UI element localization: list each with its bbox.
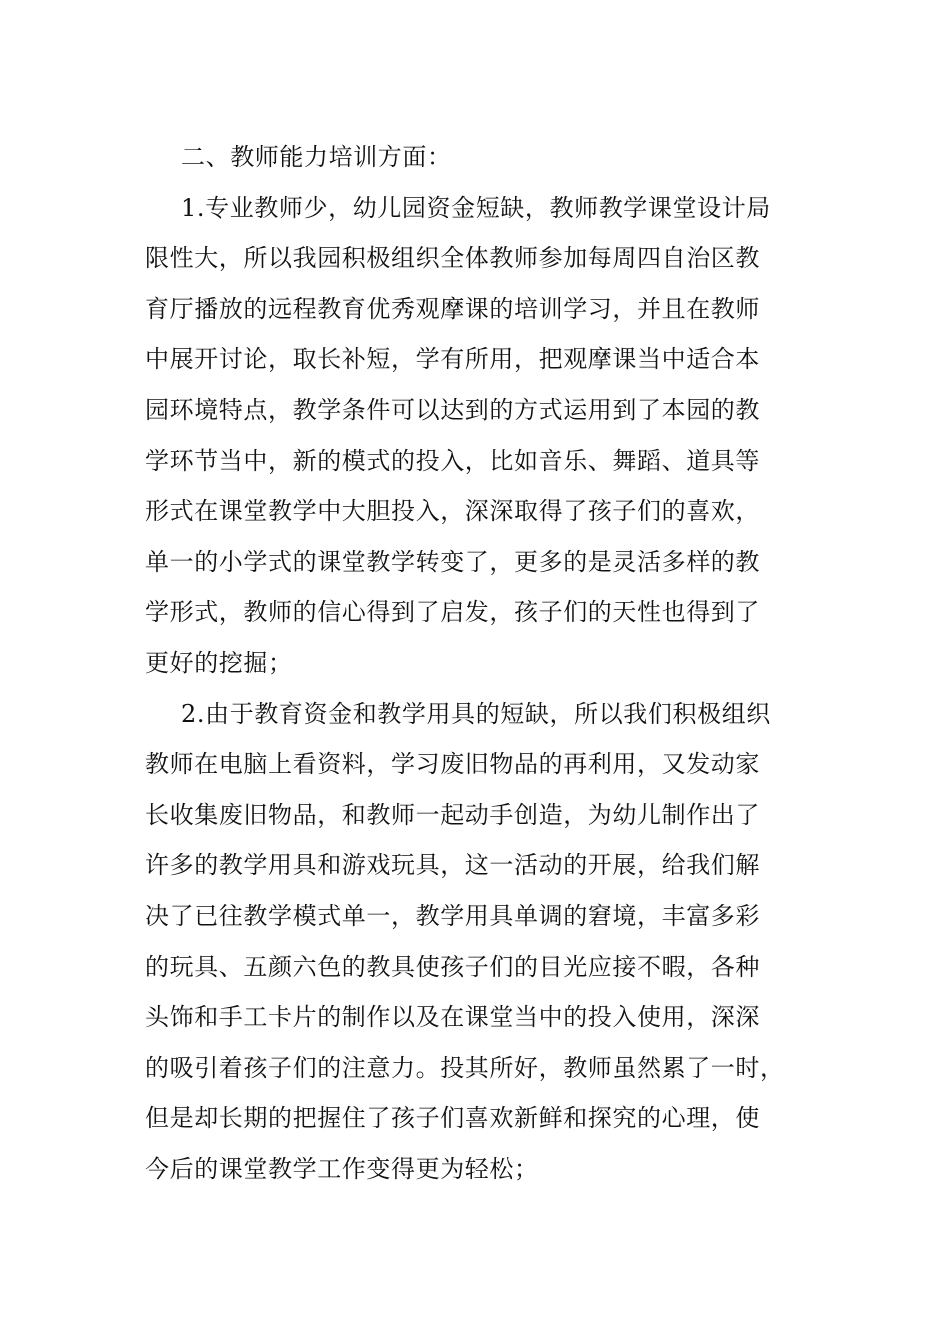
- paragraph-line: 学环节当中，新的模式的投入，比如音乐、舞蹈、道具等: [145, 446, 760, 475]
- paragraph-line: 学形式，教师的信心得到了启发，孩子们的天性也得到了: [145, 598, 760, 627]
- paragraph-line: 头饰和手工卡片的制作以及在课堂当中的投入使用，深深: [145, 1003, 760, 1032]
- paragraph-2: [145, 689, 795, 1195]
- paragraph-line: 的吸引着孩子们的注意力。投其所好，教师虽然累了一时，: [145, 1053, 785, 1082]
- paragraph-line: 长收集废旧物品，和教师一起动手创造，为幼儿制作出了: [145, 800, 760, 829]
- paragraph-line: 育厅播放的远程教育优秀观摩课的培训学习，并且在教师: [145, 294, 760, 323]
- paragraph-line: 园环境特点，教学条件可以达到的方式运用到了本园的教: [145, 395, 760, 424]
- paragraph-line: 1.专业教师少，幼儿园资金短缺，教师教学课堂设计局: [181, 193, 771, 222]
- paragraph-line: 今后的课堂教学工作变得更为轻松；: [145, 1154, 539, 1183]
- paragraph-1: [145, 183, 795, 689]
- paragraph-line: 更好的挖掘；: [145, 648, 293, 677]
- paragraph-line: 的玩具、五颜六色的教具使孩子们的目光应接不暇，各种: [145, 952, 760, 981]
- paragraph-line: 但是却长期的把握住了孩子们喜欢新鲜和探究的心理，使: [145, 1104, 760, 1133]
- section-heading: 二、教师能力培训方面：: [181, 143, 452, 171]
- paragraph-line: 2.由于教育资金和教学用具的短缺，所以我们积极组织: [181, 699, 771, 728]
- paragraph-line: 中展开讨论，取长补短，学有所用，把观摩课当中适合本: [145, 345, 760, 374]
- paragraph-line: 教师在电脑上看资料，学习废旧物品的再利用，又发动家: [145, 750, 760, 779]
- paragraph-line: 许多的教学用具和游戏玩具，这一活动的开展，给我们解: [145, 851, 760, 880]
- document-body: [145, 132, 795, 1194]
- paragraph-line: 决了已往教学模式单一，教学用具单调的窘境，丰富多彩: [145, 901, 760, 930]
- paragraph-line: 形式在课堂教学中大胆投入，深深取得了孩子们的喜欢，: [145, 497, 760, 526]
- paragraph-line: 单一的小学式的课堂教学转变了，更多的是灵活多样的教: [145, 547, 760, 576]
- paragraph-line: 限性大，所以我园积极组织全体教师参加每周四自治区教: [145, 244, 760, 273]
